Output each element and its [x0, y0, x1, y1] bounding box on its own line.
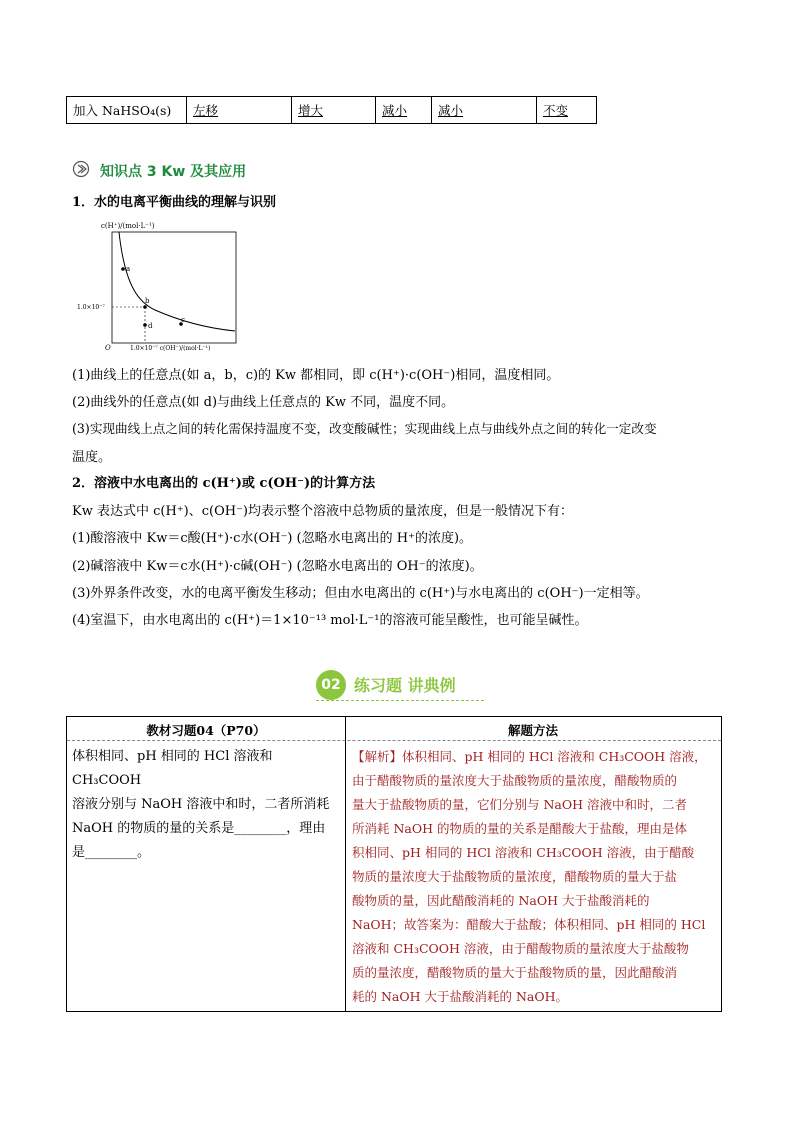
- graph-point-label: a: [126, 265, 131, 273]
- section-title: 知识点 3 Kw 及其应用: [100, 164, 247, 180]
- example-table: [66, 716, 722, 1012]
- text-line: 温度。: [72, 450, 112, 465]
- text-line: (1)酸溶液中 Kw＝c酸(H⁺)·c水(OH⁻) (忽略水电离出的 H⁺的浓度)。: [72, 531, 473, 546]
- table-cell: 左移: [187, 97, 292, 124]
- answer-line: 所消耗 NaOH 的物质的量的关系是醋酸大于盐酸，理由是体: [352, 821, 687, 836]
- graph-point: [143, 305, 147, 309]
- heading-1: 1．水的电离平衡曲线的理解与识别: [72, 195, 277, 210]
- answer-line: 溶液和 CH₃COOH 溶液，由于醋酸物质的量浓度大于盐酸物: [352, 941, 689, 956]
- graph-point-label: c: [181, 316, 185, 324]
- graph-point-label: b: [145, 297, 150, 305]
- question-line: 溶液分别与 NaOH 溶液中和时，二者所消耗: [72, 797, 330, 812]
- answer-line: 【解析】体积相同、pH 相同的 HCl 溶液和 CH₃COOH 溶液，: [352, 749, 707, 764]
- section-title: 练习题 讲典例: [354, 676, 456, 695]
- answer-line: NaOH；故答案为：醋酸大于盐酸；体积相同、pH 相同的 HCl: [352, 917, 706, 932]
- table-cell: 增大: [292, 97, 376, 124]
- answer-line: 酸物质的量，因此醋酸消耗的 NaOH 大于盐酸消耗的: [352, 893, 650, 908]
- top-table: [66, 96, 597, 124]
- text-line: Kw 表达式中 c(H⁺)、c(OH⁻)均表示整个溶液中总物质的量浓度，但是一般情况下有：: [72, 504, 574, 519]
- graph-xlabel: 1.0×10⁻⁷ c(OH⁻)/(mol·L⁻¹): [130, 345, 211, 352]
- answer-line: 由于醋酸物质的量浓度大于盐酸物质的量浓度，醋酸物质的: [352, 773, 678, 788]
- graph-point: [121, 267, 125, 271]
- text-line: (1)曲线上的任意点(如 a，b，c)的 Kw 都相同，即 c(H⁺)·c(OH⁻)相同，温度相同。: [72, 368, 560, 383]
- table-cell: 加入 NaHSO₄(s): [67, 97, 187, 124]
- question-line: NaOH 的物质的量的关系是________，理由: [72, 821, 326, 836]
- answer-line: 耗的 NaOH 大于盐酸消耗的 NaOH。: [352, 989, 568, 1004]
- table-cell: 减小: [376, 97, 432, 124]
- table-cell: 不变: [537, 97, 597, 124]
- graph-ytick: 1.0×10⁻⁷: [77, 304, 105, 311]
- table-row: [67, 97, 597, 124]
- example-left-title: 教材习题04（P70）: [146, 723, 266, 738]
- water-ionization-graph: [77, 218, 245, 354]
- text-line: (2)碱溶液中 Kw＝c水(H⁺)·c碱(OH⁻) (忽略水电离出的 OH⁻的浓度)。: [72, 559, 483, 574]
- graph-origin: O: [105, 344, 111, 352]
- question-line: 是________。: [72, 845, 151, 860]
- graph-point-label: d: [148, 322, 153, 330]
- answer-line: 质的量浓度，醋酸物质的量大于盐酸物质的量，因此醋酸消: [352, 965, 678, 980]
- graph-point: [143, 323, 147, 327]
- text-line: (3)外界条件改变，水的电离平衡发生移动；但由水电离出的 c(H⁺)与水电离出的 c(OH⁻)一定相等。: [72, 586, 649, 601]
- section-underline: [316, 700, 484, 701]
- answer-text: [352, 745, 718, 1009]
- text-line: (2)曲线外的任意点(如 d)与曲线上任意点的 Kw 不同，温度不同。: [72, 395, 455, 410]
- question-text: [72, 745, 342, 865]
- section-marker-icon: [72, 160, 90, 182]
- example-right-title: 解题方法: [507, 723, 558, 738]
- question-line: 体积相同、pH 相同的 HCl 溶液和 CH₃COOH: [72, 749, 273, 788]
- answer-line: 物质的量浓度大于盐酸物质的量浓度，醋酸物质的量大于盐: [352, 869, 678, 884]
- graph-ylabel: c(H⁺)/(mol·L⁻¹): [101, 222, 155, 230]
- table-cell: 减小: [432, 97, 537, 124]
- section-badge: 02: [316, 670, 346, 700]
- answer-line: 量大于盐酸物质的量，它们分别与 NaOH 溶液中和时，二者: [352, 797, 687, 812]
- answer-line: 积相同、pH 相同的 HCl 溶液和 CH₃COOH 溶液，由于醋酸: [352, 845, 695, 860]
- heading-2: 2．溶液中水电离出的 c(H⁺)或 c(OH⁻)的计算方法: [72, 476, 376, 491]
- text-line: (4)室温下，由水电离出的 c(H⁺)＝1×10⁻¹³ mol·L⁻¹的溶液可能呈酸性，也可能呈碱性。: [72, 613, 588, 628]
- text-line: (3)实现曲线上点之间的转化需保持温度不变，改变酸碱性；实现曲线上点与曲线外点之间的转化一定改变: [72, 421, 657, 436]
